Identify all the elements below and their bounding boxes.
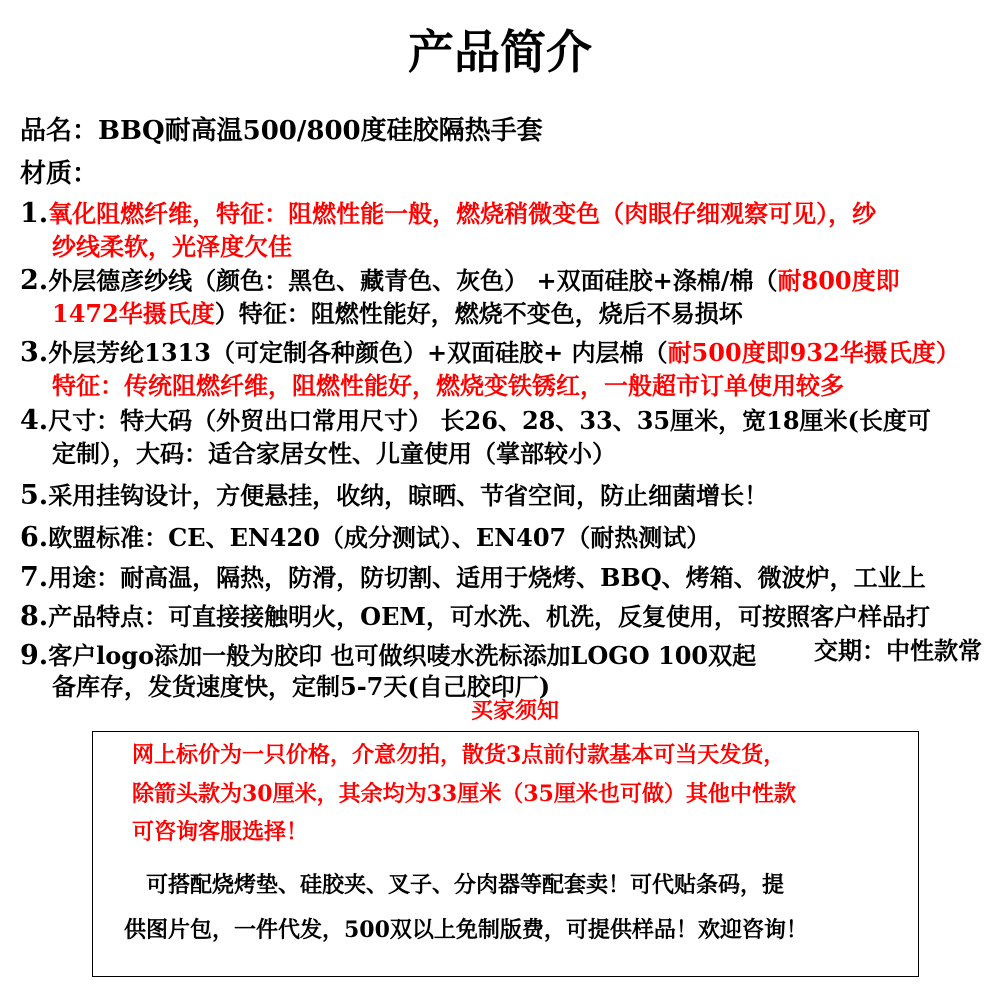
list-item-8 bbox=[20, 600, 930, 634]
notice-red-line-2: 除箭头款为30厘米，其余均为33厘米（35厘米也可做）其他中性款 bbox=[132, 781, 796, 807]
item-highlight: 耐800度即 bbox=[777, 266, 900, 295]
item-text: 产品特点：可直接接触明火，OEM，可水洗、机洗，反复使用，可按照客户样品打 bbox=[48, 602, 930, 631]
list-item-1-cont: 纱线柔软，光泽度欠佳 bbox=[52, 232, 292, 261]
list-item-2-cont bbox=[52, 297, 743, 331]
notice-title: 买家须知 bbox=[470, 698, 559, 724]
item-text: 用途：耐高温，隔热，防滑，防切割、适用于烧烤、BBQ、烤箱、微波炉，工业上 bbox=[48, 563, 926, 592]
list-item-4 bbox=[20, 404, 931, 438]
list-item-9-delivery: 交期：中性款常 bbox=[814, 636, 982, 665]
item-highlight: 1472华摄氏度 bbox=[52, 299, 215, 328]
item-text: 采用挂钩设计，方便悬挂，收纳，晾晒、节省空间，防止细菌增长！ bbox=[48, 481, 769, 510]
list-item-4-cont: 定制），大码：适合家居女性、儿童使用（掌部较小） bbox=[52, 439, 616, 468]
list-item-6 bbox=[20, 521, 710, 555]
item-highlight: 耐500度即932华摄氏度） bbox=[667, 338, 960, 367]
item-text: 客户logo添加一般为胶印 也可做织唛水洗标添加LOGO 100双起 bbox=[48, 641, 757, 670]
item-number: 7. bbox=[20, 562, 49, 593]
item-number: 2. bbox=[20, 265, 49, 296]
material-label: 材质： bbox=[20, 159, 99, 189]
item-text: 尺寸：特大码（外贸出口常用尺寸） 长26、28、33、35厘米，宽18厘米(长度可 bbox=[48, 406, 931, 435]
item-text: 欧盟标准：CE、EN420（成分测试）、EN407（耐热测试） bbox=[48, 523, 711, 552]
list-item-5 bbox=[20, 479, 768, 513]
item-number: 3. bbox=[20, 337, 49, 368]
list-item-2 bbox=[20, 264, 900, 298]
page-title: 产品简介 bbox=[408, 25, 592, 79]
product-name: 品名：BBQ耐高温500/800度硅胶隔热手套 bbox=[20, 116, 543, 146]
list-item-3-cont: 特征：传统阻燃纤维，阻燃性能好，燃烧变铁锈红，一般超市订单使用较多 bbox=[52, 371, 844, 400]
notice-black-line-1: 可搭配烧烤垫、硅胶夹、叉子、分肉器等配套卖！可代贴条码，提 bbox=[146, 872, 785, 898]
item-text: 外层芳纶1313（可定制各种颜色）+双面硅胶+ 内层棉（ bbox=[48, 338, 668, 367]
item-number: 1. bbox=[20, 198, 49, 229]
list-item-9-cont: 备库存，发货速度快，定制5-7天(自己胶印厂) bbox=[52, 672, 551, 701]
item-number: 8. bbox=[20, 601, 49, 632]
item-number: 4. bbox=[20, 405, 49, 436]
notice-black-line-2: 供图片包，一件代发，500双以上免制版费，可提供样品！欢迎咨询！ bbox=[124, 917, 808, 943]
item-text: ）特征：阻燃性能好，燃烧不变色，烧后不易损坏 bbox=[214, 299, 743, 328]
item-text: 外层德彦纱线（颜色：黑色、藏青色、灰色） +双面硅胶+涤棉/棉（ bbox=[48, 266, 778, 295]
notice-red-line-3: 可咨询客服选择！ bbox=[132, 819, 309, 845]
list-item-3 bbox=[20, 336, 960, 370]
list-item-7 bbox=[20, 561, 926, 595]
list-item-1 bbox=[20, 197, 876, 231]
list-item-9 bbox=[20, 639, 756, 673]
item-number: 6. bbox=[20, 522, 49, 553]
item-number: 9. bbox=[20, 640, 49, 671]
notice-red-line-1: 网上标价为一只价格，介意勿拍，散货3点前付款基本可当天发货， bbox=[132, 742, 786, 768]
item-text: 氧化阻燃纤维，特征：阻燃性能一般，燃烧稍微变色（肉眼仔细观察可见），纱 bbox=[48, 199, 877, 228]
item-number: 5. bbox=[20, 480, 49, 511]
